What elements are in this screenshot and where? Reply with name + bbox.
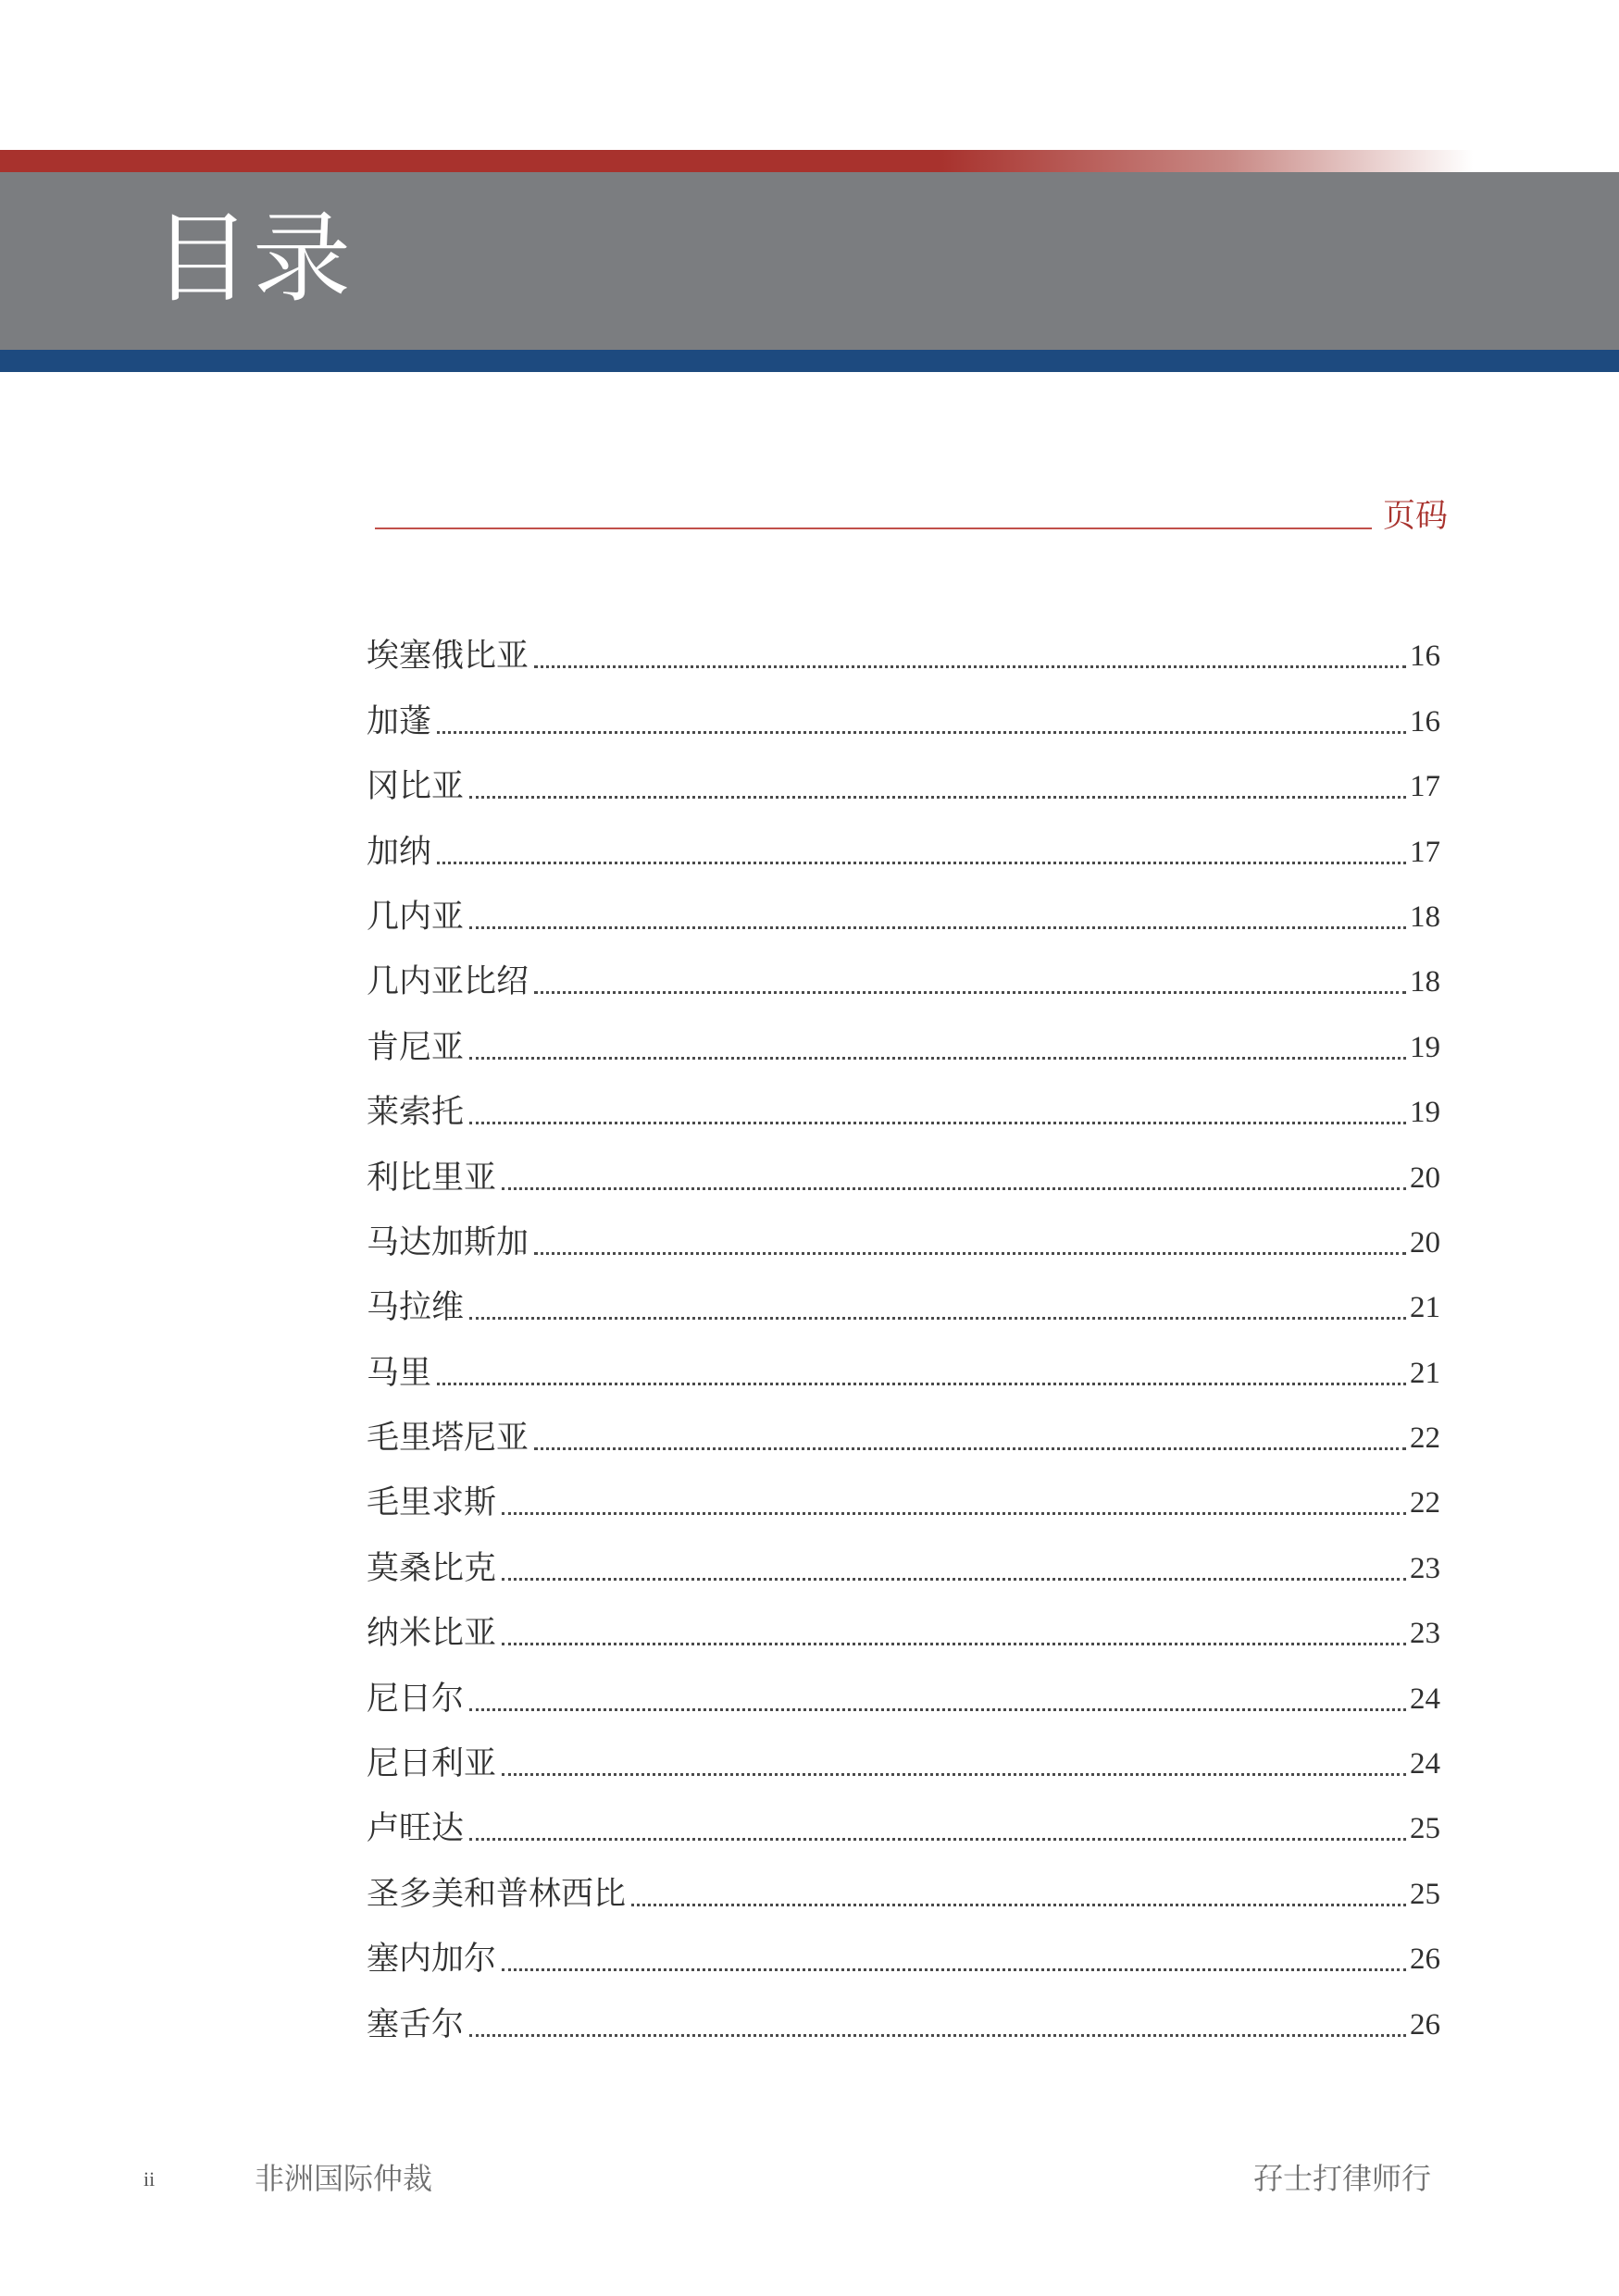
toc-dot-leader <box>437 1383 1406 1385</box>
footer-publication-title: 非洲国际仲裁 <box>255 2161 433 2196</box>
toc-entry-title: 尼日尔 <box>367 1680 465 1718</box>
toc-entry-page-number: 18 <box>1410 900 1440 934</box>
toc-dot-leader <box>502 1773 1406 1776</box>
toc-entry-title: 莱索托 <box>367 1094 465 1132</box>
toc-entry[interactable] <box>367 1980 1440 2045</box>
toc-entry-page-number: 16 <box>1410 639 1440 674</box>
toc-entry-title: 圣多美和普林西比 <box>367 1875 627 1913</box>
toc-dot-leader <box>534 1252 1406 1255</box>
toc-entry[interactable] <box>367 1655 1440 1719</box>
footer-page-number: ii <box>143 2167 156 2191</box>
toc-entry-page-number: 24 <box>1410 1747 1440 1781</box>
toc-dot-leader <box>502 1578 1406 1581</box>
toc-dot-leader <box>469 796 1406 799</box>
toc-entry-page-number: 19 <box>1410 1030 1440 1064</box>
toc-entry-title: 加纳 <box>367 833 432 871</box>
toc-dot-leader <box>502 1187 1406 1190</box>
toc-entry[interactable] <box>367 1459 1440 1524</box>
toc-dot-leader <box>502 1512 1406 1515</box>
toc-entry-page-number: 22 <box>1410 1421 1440 1456</box>
toc-entry[interactable] <box>367 1264 1440 1329</box>
toc-entry[interactable] <box>367 1329 1440 1394</box>
toc-entry-title: 几内亚比绍 <box>367 963 529 1001</box>
page-column-label: 页码 <box>1383 498 1449 535</box>
toc-entry[interactable] <box>367 743 1440 808</box>
toc-dot-leader <box>502 1968 1406 1971</box>
toc-entry-page-number: 24 <box>1410 1682 1440 1716</box>
toc-entry[interactable] <box>367 1590 1440 1655</box>
toc-dot-leader <box>437 862 1406 864</box>
toc-entry[interactable] <box>367 1069 1440 1134</box>
toc-entry[interactable] <box>367 1785 1440 1850</box>
toc-entry-title: 马拉维 <box>367 1289 465 1327</box>
toc-entry[interactable] <box>367 1524 1440 1589</box>
toc-entry-page-number: 23 <box>1410 1551 1440 1585</box>
toc-dot-leader <box>631 1904 1406 1906</box>
toc-entry-title: 肯尼亚 <box>367 1028 465 1066</box>
toc-dot-leader <box>534 1447 1406 1450</box>
toc-entry-title: 尼日利亚 <box>367 1745 497 1783</box>
toc-entry-page-number: 20 <box>1410 1160 1440 1195</box>
toc-entry-title: 纳米比亚 <box>367 1615 497 1653</box>
toc-entry-page-number: 18 <box>1410 965 1440 999</box>
footer-firm-name: 孖士打律师行 <box>1252 2161 1431 2196</box>
toc-entry-title: 毛里求斯 <box>367 1484 497 1522</box>
toc-entry-title: 毛里塔尼亚 <box>367 1420 529 1458</box>
toc-entry-page-number: 26 <box>1410 1942 1440 1977</box>
toc-entry-title: 马达加斯加 <box>367 1223 529 1261</box>
toc-entry-page-number: 20 <box>1410 1225 1440 1260</box>
toc-entry-page-number: 23 <box>1410 1617 1440 1651</box>
toc-entry[interactable] <box>367 938 1440 1003</box>
toc-entry-title: 埃塞俄比亚 <box>367 638 529 676</box>
toc-entry[interactable] <box>367 1720 1440 1785</box>
toc-entry-page-number: 16 <box>1410 704 1440 738</box>
page-column-rule <box>375 527 1372 529</box>
toc-entry[interactable] <box>367 1395 1440 1459</box>
toc-entry-title: 莫桑比克 <box>367 1549 497 1587</box>
header-top-rule <box>0 150 1619 172</box>
toc-dot-leader <box>469 1838 1406 1841</box>
toc-dot-leader <box>469 1708 1406 1711</box>
toc-entry[interactable] <box>367 677 1440 742</box>
toc-entry[interactable] <box>367 1850 1440 1915</box>
toc-dot-leader <box>502 1643 1406 1645</box>
toc-entry-page-number: 25 <box>1410 1812 1440 1846</box>
table-of-contents <box>367 613 1440 2046</box>
toc-entry-title: 冈比亚 <box>367 768 465 806</box>
toc-entry[interactable] <box>367 1003 1440 1068</box>
toc-entry[interactable] <box>367 613 1440 677</box>
toc-dot-leader <box>534 665 1406 668</box>
toc-entry-page-number: 26 <box>1410 2007 1440 2042</box>
header-bottom-rule <box>0 350 1619 372</box>
toc-entry-page-number: 25 <box>1410 1877 1440 1911</box>
toc-dot-leader <box>534 991 1406 994</box>
toc-entry[interactable] <box>367 1134 1440 1198</box>
toc-entry-title: 塞内加尔 <box>367 1941 497 1979</box>
toc-entry-page-number: 17 <box>1410 835 1440 869</box>
toc-entry-title: 卢旺达 <box>367 1810 465 1848</box>
toc-entry-page-number: 21 <box>1410 1291 1440 1325</box>
toc-entry-page-number: 17 <box>1410 770 1440 804</box>
toc-entry[interactable] <box>367 808 1440 873</box>
toc-entry-page-number: 19 <box>1410 1096 1440 1130</box>
toc-entry-page-number: 22 <box>1410 1486 1440 1520</box>
toc-dot-leader <box>469 1057 1406 1060</box>
toc-entry-title: 加蓬 <box>367 702 432 740</box>
toc-entry-title: 几内亚 <box>367 898 465 936</box>
toc-dot-leader <box>469 1317 1406 1320</box>
toc-dot-leader <box>469 2034 1406 2037</box>
toc-entry-page-number: 21 <box>1410 1356 1440 1390</box>
toc-entry-title: 利比里亚 <box>367 1159 497 1197</box>
toc-entry[interactable] <box>367 1199 1440 1264</box>
toc-entry[interactable] <box>367 874 1440 938</box>
toc-dot-leader <box>437 731 1406 734</box>
toc-entry-title: 塞舌尔 <box>367 2005 465 2043</box>
toc-dot-leader <box>469 926 1406 929</box>
toc-entry-title: 马里 <box>367 1354 432 1392</box>
toc-entry[interactable] <box>367 1916 1440 1980</box>
toc-dot-leader <box>469 1122 1406 1124</box>
page-title: 目录 <box>153 202 353 316</box>
